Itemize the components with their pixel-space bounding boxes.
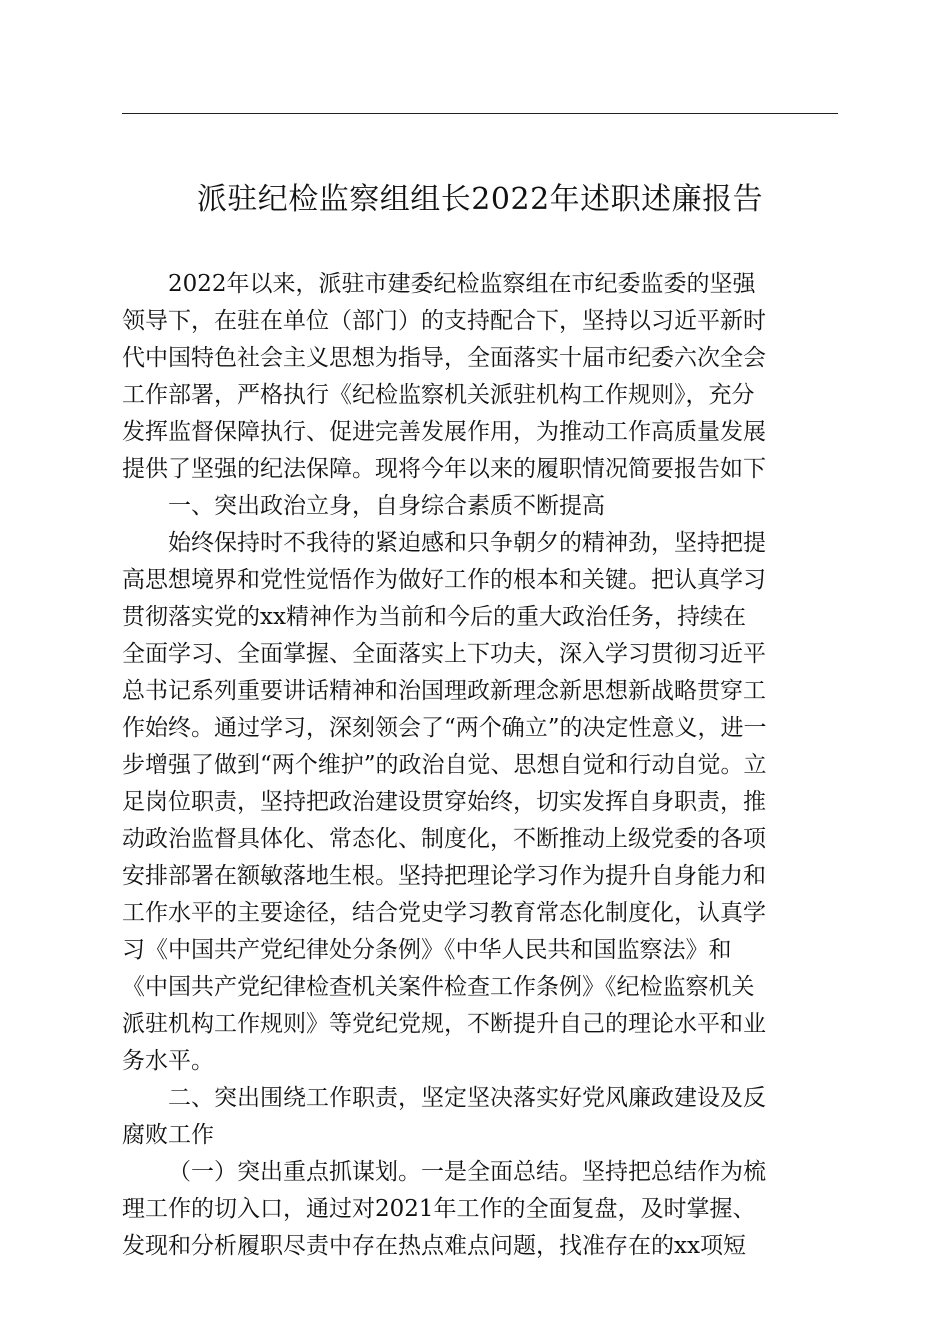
text-line: 提供了坚强的纪法保障。现将今年以来的履职情况简要报告如下 [122, 456, 766, 482]
text-line: （一）突出重点抓谋划。一是全面总结。坚持把总结作为梳 [168, 1159, 766, 1185]
text-line: 代中国特色社会主义思想为指导，全面落实十届市纪委六次全会 [122, 345, 766, 371]
text-line: 发现和分析履职尽责中存在热点难点问题，找准存在的xx项短 [122, 1233, 746, 1259]
text-line: 2022年以来，派驻市建委纪检监察组在市纪委监委的坚强 [168, 271, 756, 297]
text-line: 领导下，在驻在单位（部门）的支持配合下，坚持以习近平新时 [122, 308, 766, 334]
document-title: 派驻纪检监察组组长2022年述职述廉报告 [196, 182, 764, 217]
text-line: 步增强了做到“两个维护”的政治自觉、思想自觉和行动自觉。立 [122, 752, 767, 778]
text-line: 始终保持时不我待的紧迫感和只争朝夕的精神劲，坚持把提 [168, 530, 766, 556]
section-heading [122, 488, 838, 525]
text-line: 派驻机构工作规则》等党纪党规，不断提升自己的理论水平和业 [122, 1011, 766, 1037]
text-line: 二、突出围绕工作职责，坚定坚决落实好党风廉政建设及反 [168, 1085, 766, 1111]
text-line: 高思想境界和党性觉悟作为做好工作的根本和关键。把认真学习 [122, 567, 766, 593]
body-paragraph [122, 1154, 838, 1265]
text-line: 理工作的切入口，通过对2021年工作的全面复盘，及时掌握、 [122, 1196, 756, 1222]
text-line: 安排部署在额敏落地生根。坚持把理论学习作为提升自身能力和 [122, 863, 766, 889]
text-line: 动政治监督具体化、常态化、制度化，不断推动上级党委的各项 [122, 826, 766, 852]
text-line: 务水平。 [122, 1048, 214, 1074]
text-line: 习《中国共产党纪律处分条例》《中华人民共和国监察法》和 [122, 937, 732, 963]
text-line: 贯彻落实党的xx精神作为当前和今后的重大政治任务，持续在 [122, 604, 746, 630]
body-paragraph [122, 266, 838, 488]
text-line: 工作部署，严格执行《纪检监察机关派驻机构工作规则》，充分 [122, 382, 755, 408]
text-line: 总书记系列重要讲话精神和治国理政新理念新思想新战略贯穿工 [122, 678, 766, 704]
text-line: 《中国共产党纪律检查机关案件检查工作条例》《纪检监察机关 [122, 974, 755, 1000]
header-rule [122, 113, 838, 114]
text-line: 发挥监督保障执行、促进完善发展作用，为推动工作高质量发展 [122, 419, 766, 445]
text-line: 腐败工作 [122, 1122, 214, 1148]
text-line: 足岗位职责，坚持把政治建设贯穿始终，切实发挥自身职责，推 [122, 789, 766, 815]
section-heading [122, 1080, 838, 1154]
document-body [122, 266, 838, 1265]
text-line: 作始终。通过学习，深刻领会了“两个确立”的决定性意义，进一 [122, 715, 767, 741]
text-line: 一、突出政治立身，自身综合素质不断提高 [168, 493, 605, 519]
body-paragraph [122, 525, 838, 1080]
text-line: 全面学习、全面掌握、全面落实上下功夫，深入学习贯彻习近平 [122, 641, 766, 667]
text-line: 工作水平的主要途径，结合党史学习教育常态化制度化，认真学 [122, 900, 766, 926]
